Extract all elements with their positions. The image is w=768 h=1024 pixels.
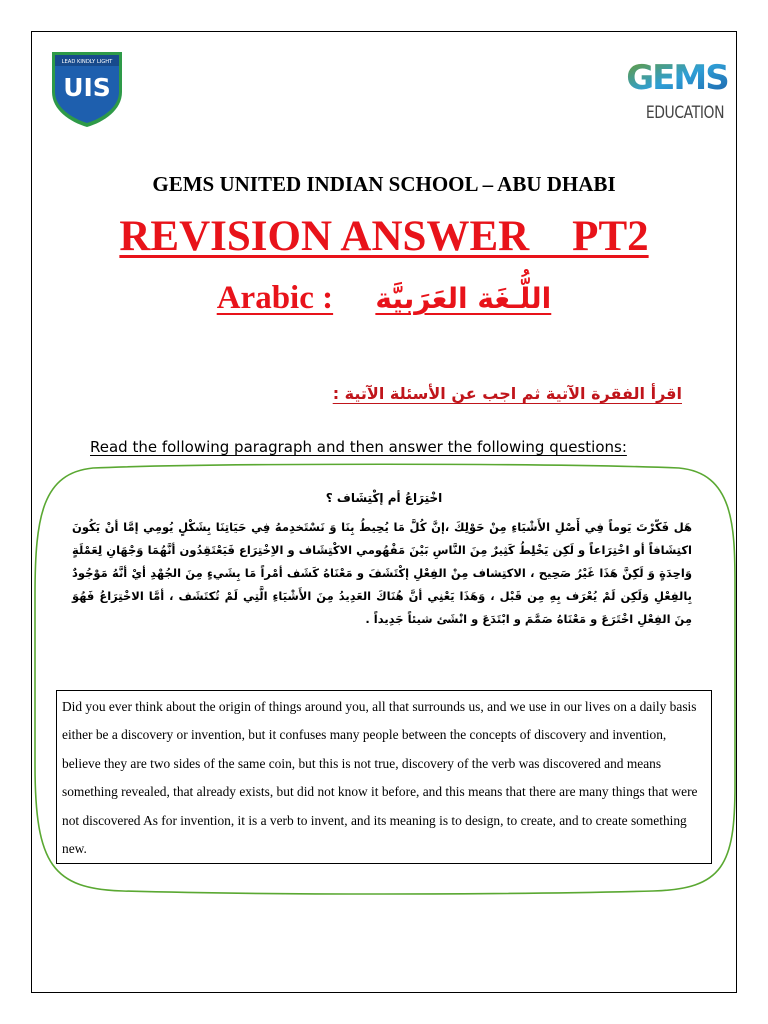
arabic-passage-title: اخْتِرَاعُ أم إكْتِشَاف ؟: [325, 491, 443, 505]
gems-word-text: GEMS: [626, 58, 728, 98]
page-title: [31, 212, 737, 261]
uis-mark: UIS: [63, 73, 111, 102]
instruction-english: Read the following paragraph and then answer the following questions:: [90, 438, 627, 456]
arabic-passage: هَل فَكّرْتَ يَوماً فِي أَصْلِ الأَشْيَاءِ مِنْ حَوْلِكَ ،إنَّ كُلَّ مَا يُحِيطُ بِنَا وَ نَسْتَخدِمهُ فِي حَيَاتِنَا بِشَكْلٍ يُومِي إمَّا أنْ يَكُونَ اكتِشَافاً أو اخْتِرَاعاً و لَكِن يَخْلِطُ كَثِيرٌ مِنَ النَّاسِ بَيْنَ مَفْهُومي الاكْتِشَاف و الاِخْتِرَاع فَيَعْتَقِدُون أنَّهُمَا وَجْهَانِ لِعَمْلَةٍ وَاحِدَةٍ وَ لَكِنَّ هَذَا غَيْرُ صَحِيح ، الاكتِشاف مِنْ الفِعْلِ إكْتَشَفَ و مَعْنَاهُ كَشَف أمْراً مَا بِشَيءٍ مِنَ الجُهْدِ أيْ أنَّهُ مَوْجُودٌ بِالفِعْلِ وَلَكِن لَمْ يُعْرَف بِهِ مِن قَبْل ، وَهَذَا يَعْنِي أنَّ هُنَاكَ العَدِيدُ مِنَ الأَشْيَاءِ الَّتِي لَمْ تُكتَشَف ، أمَّا الاخْتِرَاعُ فَهُوَ مِنَ الفِعْلِ اخْتَرَعَ و مَعْنَاهُ صَمَّمَ و ابْتَدَعَ و انْشَئ شيئاً جَدِيداً .: [72, 520, 692, 626]
gems-wordmark: [626, 55, 728, 98]
uis-logo: [50, 50, 124, 128]
subject-en: Arabic :: [216, 280, 334, 316]
instruction-arabic: اقرأ الفقرة الآتية ثم اجب عن الأسئلة الآتية :: [332, 384, 682, 403]
english-translation-box: [56, 690, 712, 864]
page-title-text: REVISION ANSWER PT2: [119, 213, 649, 260]
gems-subtext: EDUCATION: [645, 103, 725, 123]
uis-top-text: LEAD KINDLY LIGHT: [61, 59, 113, 65]
gems-logo: [626, 55, 728, 130]
subject-line: [31, 280, 737, 317]
subject-ar: اللُّـغَة العَرَبيَّة: [375, 282, 552, 315]
english-passage: Did you ever think about the origin of things around you, all that surrounds us, and we use in our lives on a daily basis either be a discovery or invention, but it confuses many people between the concepts of discovery and invention, believe they are two sides of the same coin, but this is not true, discovery of the verb was discovered and means something revealed, that already exists, but did not know it before, and this means that there are many things that were not discovered As for invention, it is a verb to invent, and its meaning is to design, to create, and to create something new.: [62, 699, 698, 857]
uis-shield-icon: [50, 50, 124, 128]
school-name: GEMS UNITED INDIAN SCHOOL – ABU DHABI: [152, 172, 616, 196]
